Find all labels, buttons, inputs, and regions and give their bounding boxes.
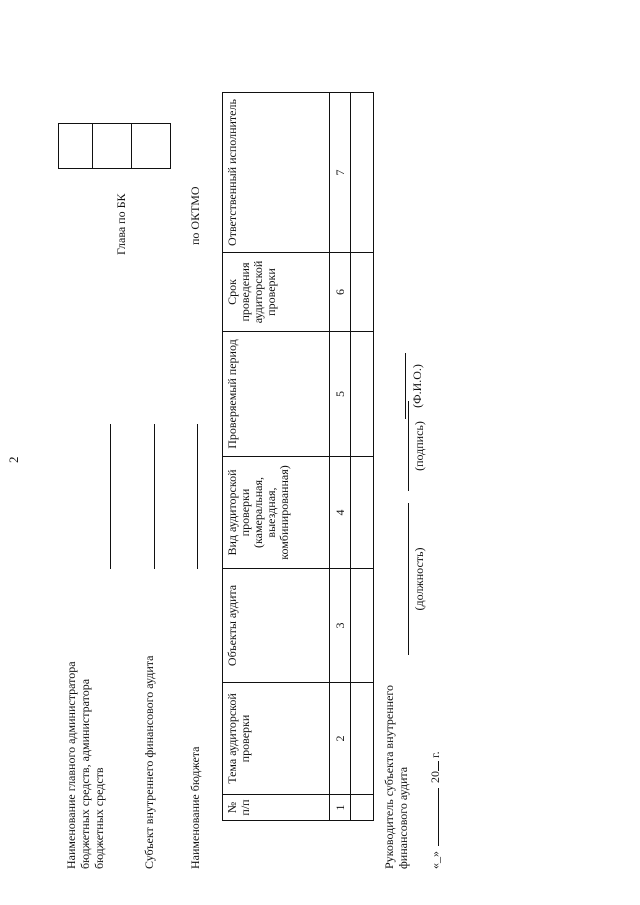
admin-label: Наименование главного администратора бюджетных средств, администратора бюджетных средств: [64, 661, 106, 869]
code-box-cell: [59, 124, 93, 169]
table-cell: 2: [330, 683, 351, 795]
oktmo-label: по ОКТМО: [188, 186, 202, 245]
head-label: Руководитель субъекта внутреннего финансового аудита: [382, 684, 410, 869]
table-cell: [351, 457, 374, 569]
table-number-row: [330, 93, 351, 821]
budget-fill-line: [197, 424, 198, 569]
budget-label: Наименование бюджета: [188, 746, 202, 869]
code-box-cell: [132, 124, 171, 169]
table-cell: 3: [330, 569, 351, 683]
year-suffix: г.: [428, 751, 442, 758]
day-blank: _: [428, 857, 442, 863]
admin-fill-line: [110, 424, 111, 569]
name-line: [405, 353, 406, 419]
col-type-header: Вид аудиторской проверки (камеральная, выездная, комбинированная): [223, 457, 330, 569]
table-cell: [351, 795, 374, 821]
position-line: [408, 503, 409, 655]
col-executor-header: Ответственный исполнитель: [223, 93, 330, 253]
table-cell: [351, 332, 374, 457]
table-cell: [351, 253, 374, 332]
table-cell: 7: [330, 93, 351, 253]
glava-label: Глава по БК: [114, 193, 128, 255]
signature-caption: (подпись): [412, 421, 426, 471]
table-row: [351, 93, 374, 821]
year-blank: [428, 761, 439, 771]
col-topic-header: Тема аудиторской проверки: [223, 683, 330, 795]
month-blank: [428, 788, 439, 846]
date-line: [428, 751, 442, 869]
table-cell: 4: [330, 457, 351, 569]
code-box: [58, 123, 171, 169]
subject-label: Субъект внутреннего финансового аудита: [142, 655, 156, 869]
position-caption: (должность): [412, 547, 426, 611]
table-cell: 5: [330, 332, 351, 457]
year-prefix: 20: [428, 771, 442, 783]
table-cell: 1: [330, 795, 351, 821]
table-cell: 6: [330, 253, 351, 332]
col-objects-header: Объекты аудита: [223, 569, 330, 683]
subject-fill-line: [154, 424, 155, 569]
table-cell: [351, 569, 374, 683]
table-cell: [351, 93, 374, 253]
page-number: 2: [6, 456, 21, 463]
code-box-cell: [93, 124, 132, 169]
col-period-header: Проверяемый период: [223, 332, 330, 457]
col-term-header: Срок проведения аудиторской проверки: [223, 253, 330, 332]
audit-plan-table: [222, 92, 374, 821]
table-cell: [351, 683, 374, 795]
col-number-header: № п/п: [223, 795, 330, 821]
date-open-quote: «: [428, 863, 442, 869]
signature-line: [408, 401, 409, 491]
date-close-quote: »: [428, 851, 442, 857]
table-header-row: [223, 93, 330, 821]
name-caption: (Ф.И.О.): [410, 364, 424, 408]
